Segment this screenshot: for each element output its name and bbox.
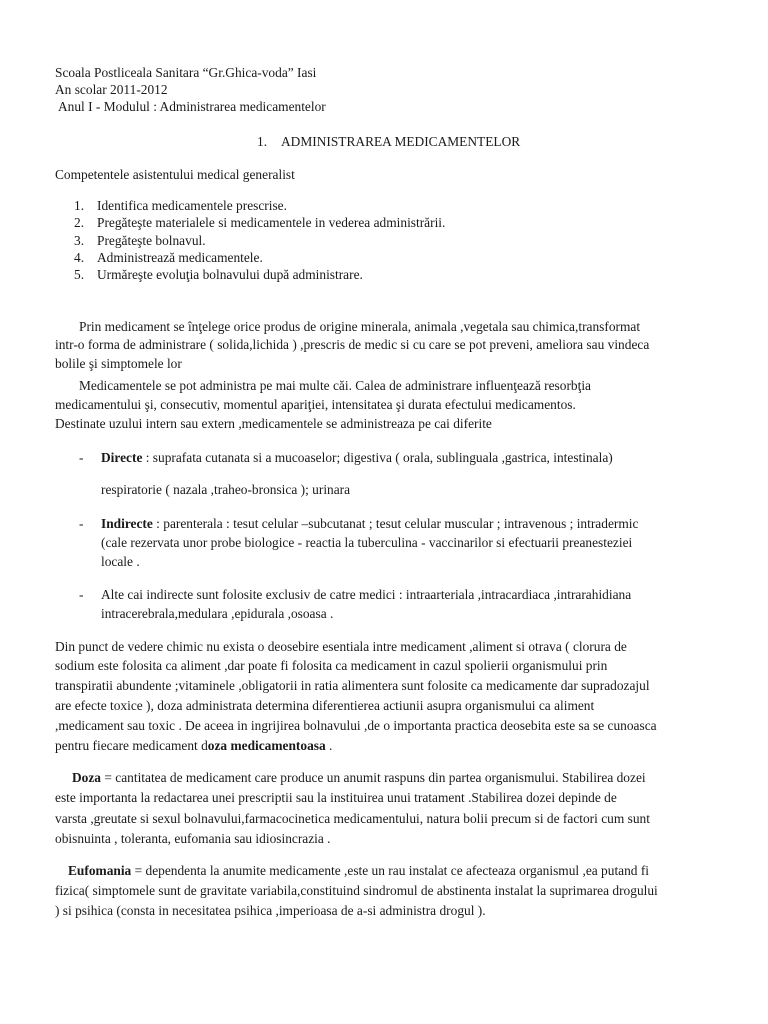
chemical-line: are efecte toxice ), doza administrata determina diferentierea actiunii asupra organismului ca aliment	[55, 698, 595, 713]
dose-definition: = cantitatea de medicament care produce un anumit raspuns din partea organismului. Stabilirea dozei	[101, 770, 646, 785]
indirect-routes	[101, 515, 638, 532]
intro-line: Destinate uzului intern sau extern ,medicamentele se administreaza pe cai diferite	[55, 416, 492, 431]
list-item-number: 3.	[74, 233, 85, 248]
chemical-line: transpiratii abundente ;vitaminele ,obligatorii in ratia alimentera sunt folosite ca medicamente dar supradozajul	[55, 678, 650, 693]
chemical-last-prefix: pentru fiecare medicament d	[55, 738, 208, 753]
other-routes-line-2: intracerebrala,medulara ,epidurala ,osoasa .	[101, 606, 334, 621]
school-year: An scolar 2011-2012	[55, 82, 168, 97]
dose-line: obisnuinta , toleranta, eufomania sau idiosincrazia .	[55, 831, 331, 846]
school-name: Scoala Postliceala Sanitara “Gr.Ghica-voda” Iasi	[55, 65, 317, 80]
dose-line-1	[72, 769, 646, 786]
direct-label: Directe	[101, 450, 143, 465]
list-item: Administrează medicamentele.	[97, 250, 263, 265]
list-item: Pregăteşte materialele si medicamentele in vederea administrării.	[97, 215, 446, 230]
list-item: Urmăreşte evoluţia bolnavului după administrare.	[97, 267, 363, 282]
other-routes-line-1: Alte cai indirecte sunt folosite exclusiv de catre medici : intraarteriala ,intracardiaca ,intrarahidiana	[101, 587, 632, 602]
chemical-line: ,medicament sau toxic . De aceea in ingrijirea bolnavului ,de o importanta practica deosebita este sa se cunoasca	[55, 718, 657, 733]
euphoria-line: fizica( simptomele sunt de gravitate variabila,constituind sindromul de abstinenta instalat la suprimarea drogului	[55, 883, 658, 898]
indirect-line-2: (cale rezervata unor probe biologice - reactia la tuberculina - vaccinarilor si efectuarii preanesteziei	[101, 535, 633, 550]
list-item-number: 2.	[74, 215, 85, 230]
chemical-line: Din punct de vedere chimic nu exista o deosebire esentiala intre medicament ,aliment si otrava ( clorura de	[55, 639, 627, 654]
competences-heading: Competentele asistentului medical generalist	[55, 167, 295, 182]
euphoria-line-1	[68, 862, 649, 879]
euphoria-term: Eufomania	[68, 863, 132, 878]
indirect-label: Indirecte	[101, 516, 153, 531]
euphoria-line: ) si psihica (consta in necesitatea psihica ,imperioasa de a-si administra drogul ).	[55, 903, 486, 918]
dose-term: Doza	[72, 770, 102, 785]
direct-line: : suprafata cutanata si a mucoaselor; digestiva ( orala, sublinguala ,gastrica, intestinala)	[142, 450, 613, 465]
list-item: Identifica medicamentele prescrise.	[97, 198, 287, 213]
bullet-dash: -	[79, 587, 84, 602]
title-number: 1.	[257, 134, 268, 149]
chemical-last-suffix: .	[325, 738, 333, 753]
bullet-dash: -	[79, 516, 84, 531]
page-title: ADMINISTRAREA MEDICAMENTELOR	[281, 134, 521, 149]
module-line: Anul I - Modulul : Administrarea medicamentelor	[58, 99, 326, 114]
intro-line: Prin medicament se înţelege orice produs de origine minerala, animala ,vegetala sau chimica,transformat	[79, 319, 641, 334]
direct-line-2: respiratorie ( nazala ,traheo-bronsica ); urinara	[101, 482, 351, 497]
chemical-line: sodium este folosita ca aliment ,dar poate fi folosita ca medicament in cazul spolierii organismului prin	[55, 658, 608, 673]
list-item-number: 4.	[74, 250, 85, 265]
bullet-dash: -	[79, 450, 84, 465]
list-item-number: 5.	[74, 267, 85, 282]
list-item-number: 1.	[74, 198, 85, 213]
dose-term-bold: oza medicamentoasa	[207, 738, 326, 753]
direct-routes	[101, 449, 613, 466]
intro-line: medicamentului şi, consecutiv, momentul apariţiei, intensitatea şi durata efectului medicamentos.	[55, 397, 576, 412]
dose-line: varsta ,greutate si sexul bolnavului,farmacocinetica medicamentului, natura bolii precum si de factori cum sunt	[55, 811, 650, 826]
indirect-line-3: locale .	[101, 554, 140, 569]
chemical-last-line	[55, 737, 332, 754]
dose-line: este importanta la redactarea unei prescriptii sau la instituirea unui tratament .Stabilirea dozei depinde de	[55, 790, 617, 805]
indirect-line: : parenterala : tesut celular –subcutanat ; tesut celular muscular ; intravenous ; intradermic	[152, 516, 639, 531]
intro-line: intr-o forma de administrare ( solida,lichida ) ,prescris de medic si cu care se pot preveni, ameliora sau vindeca	[55, 337, 650, 352]
list-item: Pregăteşte bolnavul.	[97, 233, 206, 248]
euphoria-definition: = dependenta la anumite medicamente ,este un rau instalat ce afecteaza organismul ,ea putand fi	[131, 863, 650, 878]
intro-line: bolile şi simptomele lor	[55, 356, 182, 371]
intro-line: Medicamentele se pot administra pe mai multe căi. Calea de administrare influenţează resorbţia	[79, 378, 591, 393]
